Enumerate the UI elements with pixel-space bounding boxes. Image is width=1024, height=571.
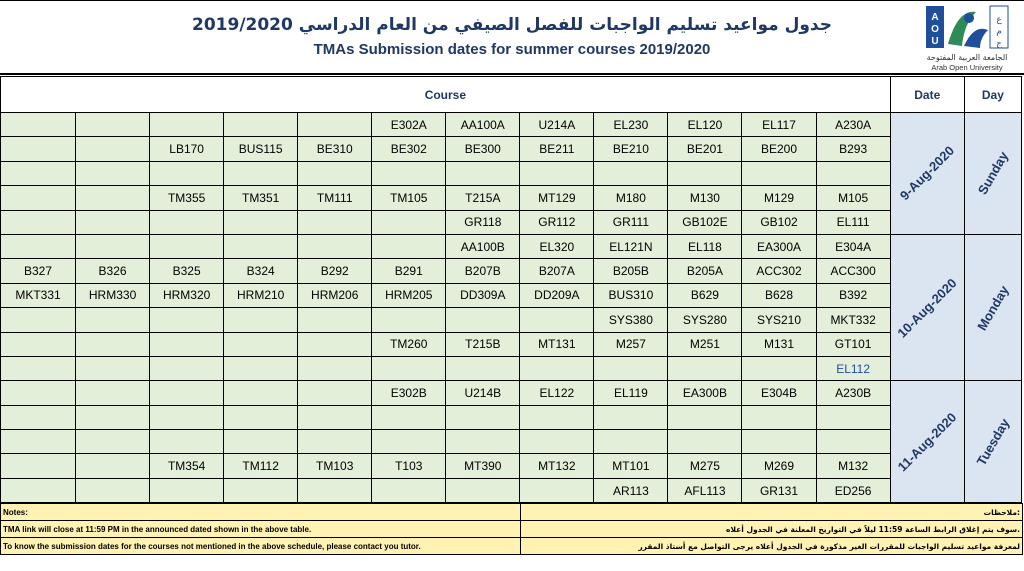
- course-cell: [1, 161, 76, 185]
- course-cell: [372, 478, 446, 502]
- course-cell: B207A: [520, 259, 594, 283]
- course-cell: [76, 308, 150, 332]
- table-row: [1, 478, 1022, 502]
- course-cell: [76, 405, 150, 429]
- course-cell: E304B: [742, 381, 816, 405]
- course-cell: [594, 405, 668, 429]
- course-cell: [150, 356, 224, 380]
- course-cell: HRM206: [298, 283, 372, 307]
- course-cell: BE300: [446, 137, 520, 161]
- course-cell: B207B: [446, 259, 520, 283]
- date-label: 9-Aug-2020: [897, 143, 958, 204]
- course-cell: [298, 210, 372, 234]
- title-english: TMAs Submission dates for summer courses 2019/2020: [313, 41, 711, 58]
- course-cell: [742, 161, 816, 185]
- course-cell: GR111: [594, 210, 668, 234]
- course-cell: M257: [594, 332, 668, 356]
- notes-label-ar: ملاحظات:: [521, 504, 1023, 521]
- course-cell: ACC300: [816, 259, 890, 283]
- course-cell: [298, 161, 372, 185]
- course-cell: T215A: [446, 186, 520, 210]
- svg-text:الجامعة العربية المفتوحة: الجامعة العربية المفتوحة: [926, 53, 1008, 62]
- course-cell: [224, 234, 298, 258]
- svg-text:U: U: [931, 36, 939, 47]
- notes-label-en: Notes:: [1, 504, 521, 521]
- course-cell: [1, 137, 76, 161]
- course-cell: [520, 430, 594, 454]
- course-cell: GB102: [742, 210, 816, 234]
- course-cell: TM260: [372, 332, 446, 356]
- course-cell: HRM210: [224, 283, 298, 307]
- course-cell: [1, 405, 76, 429]
- course-cell: BE200: [742, 137, 816, 161]
- day-cell: [964, 113, 1021, 235]
- course-cell: [372, 430, 446, 454]
- course-cell: [446, 430, 520, 454]
- course-cell: [520, 478, 594, 502]
- course-cell: A230A: [816, 113, 890, 137]
- date-label: 10-Aug-2020: [894, 274, 960, 341]
- table-row: [1, 113, 1022, 137]
- table-row: [1, 259, 1022, 283]
- course-cell: SYS380: [594, 308, 668, 332]
- page-header: [0, 0, 1024, 75]
- course-cell: EL121N: [594, 234, 668, 258]
- day-cell: [964, 234, 1021, 380]
- course-cell: U214B: [446, 381, 520, 405]
- course-cell: T103: [372, 454, 446, 478]
- course-cell: [298, 381, 372, 405]
- course-cell: M131: [742, 332, 816, 356]
- course-cell: [76, 478, 150, 502]
- course-cell: TM103: [298, 454, 372, 478]
- course-cell: DD309A: [446, 283, 520, 307]
- course-cell: [224, 405, 298, 429]
- course-cell: EL117: [742, 113, 816, 137]
- course-cell: [298, 308, 372, 332]
- course-cell: [76, 454, 150, 478]
- course-cell: [594, 161, 668, 185]
- course-cell: [816, 430, 890, 454]
- course-cell: [1, 356, 76, 380]
- course-cell: [76, 210, 150, 234]
- course-cell: TM355: [150, 186, 224, 210]
- course-cell: [742, 430, 816, 454]
- svg-text:O: O: [931, 24, 939, 35]
- date-cell: [890, 234, 964, 380]
- course-cell: [76, 381, 150, 405]
- course-cell: MT129: [520, 186, 594, 210]
- course-cell: [1, 430, 76, 454]
- course-cell: BE211: [520, 137, 594, 161]
- course-cell: EL122: [520, 381, 594, 405]
- course-cell: [150, 430, 224, 454]
- course-cell: M130: [668, 186, 742, 210]
- course-cell: [446, 356, 520, 380]
- course-cell: HRM330: [76, 283, 150, 307]
- course-cell: [1, 478, 76, 502]
- svg-text:م: م: [996, 27, 1002, 37]
- schedule-table: [0, 76, 1022, 503]
- course-cell: E304A: [816, 234, 890, 258]
- course-cell: [76, 186, 150, 210]
- date-cell: [890, 113, 964, 235]
- course-cell: AFL113: [668, 478, 742, 502]
- course-cell: AR113: [594, 478, 668, 502]
- course-cell: [224, 308, 298, 332]
- course-cell: B291: [372, 259, 446, 283]
- course-cell: [224, 478, 298, 502]
- course-cell: [594, 356, 668, 380]
- course-cell: [446, 478, 520, 502]
- course-cell: EL119: [594, 381, 668, 405]
- course-cell: B326: [76, 259, 150, 283]
- course-cell: M129: [742, 186, 816, 210]
- course-cell: TM105: [372, 186, 446, 210]
- course-cell: [742, 356, 816, 380]
- course-cell: [446, 161, 520, 185]
- course-cell: [1, 332, 76, 356]
- table-row: [1, 332, 1022, 356]
- course-cell: [742, 405, 816, 429]
- course-cell: [446, 308, 520, 332]
- course-cell: TM351: [224, 186, 298, 210]
- course-cell: [1, 381, 76, 405]
- day-cell: [964, 381, 1021, 503]
- course-cell: [520, 356, 594, 380]
- table-row: [1, 308, 1022, 332]
- course-cell: [150, 478, 224, 502]
- course-cell: [298, 113, 372, 137]
- course-cell: [150, 210, 224, 234]
- course-cell: [1, 210, 76, 234]
- note-line2-en: To know the submission dates for the courses not mentioned in the above schedule, please contact you tutor.: [1, 538, 521, 555]
- course-cell: [224, 210, 298, 234]
- course-cell: [1, 308, 76, 332]
- course-cell: [668, 405, 742, 429]
- course-cell: EL230: [594, 113, 668, 137]
- course-cell: [668, 430, 742, 454]
- course-cell: M269: [742, 454, 816, 478]
- course-cell: B327: [1, 259, 76, 283]
- course-cell: BE310: [298, 137, 372, 161]
- course-cell: [150, 332, 224, 356]
- course-cell: BUS310: [594, 283, 668, 307]
- course-cell: M180: [594, 186, 668, 210]
- course-cell: E302A: [372, 113, 446, 137]
- course-cell: MT132: [520, 454, 594, 478]
- note-line1-ar: سوف يتم إغلاق الرابط الساعة 11:59 ليلاً في التواريخ المعلنة في الجدول أعلاه.: [521, 521, 1023, 538]
- course-cell: [76, 234, 150, 258]
- course-cell: B205B: [594, 259, 668, 283]
- course-cell: A230B: [816, 381, 890, 405]
- course-cell: EA300B: [668, 381, 742, 405]
- course-cell: [224, 113, 298, 137]
- course-cell: [224, 356, 298, 380]
- course-cell: [446, 405, 520, 429]
- course-cell: [224, 332, 298, 356]
- course-cell: [520, 161, 594, 185]
- course-cell: [372, 405, 446, 429]
- svg-text:ع: ع: [996, 15, 1002, 25]
- course-cell: [150, 308, 224, 332]
- course-cell: U214A: [520, 113, 594, 137]
- course-cell: [372, 308, 446, 332]
- course-cell: MT390: [446, 454, 520, 478]
- course-cell: B293: [816, 137, 890, 161]
- course-header: Course: [1, 77, 891, 113]
- course-cell: [668, 356, 742, 380]
- course-cell: [372, 161, 446, 185]
- table-row: [1, 430, 1022, 454]
- course-cell: AA100B: [446, 234, 520, 258]
- course-cell: [1, 186, 76, 210]
- course-cell: MT131: [520, 332, 594, 356]
- course-cell: [298, 234, 372, 258]
- course-cell: HRM205: [372, 283, 446, 307]
- table-row: [1, 186, 1022, 210]
- course-cell: [76, 113, 150, 137]
- course-cell: M275: [668, 454, 742, 478]
- course-cell: [1, 234, 76, 258]
- course-cell: TM112: [224, 454, 298, 478]
- course-cell: BE210: [594, 137, 668, 161]
- course-cell: B325: [150, 259, 224, 283]
- svg-text:Arab Open University: Arab Open University: [931, 63, 1003, 72]
- course-cell: [76, 430, 150, 454]
- course-cell: MKT331: [1, 283, 76, 307]
- day-header: Day: [964, 77, 1021, 113]
- course-cell: BUS115: [224, 137, 298, 161]
- course-cell: [76, 137, 150, 161]
- course-cell: GR112: [520, 210, 594, 234]
- notes-table: [0, 503, 1023, 555]
- note-line2-ar: لمعرفة مواعيد تسليم الواجبات للمقررات الغير مذكورة في الجدول أعلاه يرجى التواصل مع أستاذ المقرر: [521, 538, 1023, 555]
- university-logo: [914, 4, 1020, 72]
- course-cell: AA100A: [446, 113, 520, 137]
- course-cell: GR131: [742, 478, 816, 502]
- day-label: Monday: [974, 282, 1012, 333]
- course-cell: LB170: [150, 137, 224, 161]
- course-cell: [150, 234, 224, 258]
- course-cell: [298, 405, 372, 429]
- course-cell: TM111: [298, 186, 372, 210]
- course-cell: [76, 356, 150, 380]
- course-cell: TM354: [150, 454, 224, 478]
- course-cell: [298, 478, 372, 502]
- course-cell: [1, 454, 76, 478]
- course-cell: B629: [668, 283, 742, 307]
- table-row: [1, 454, 1022, 478]
- course-cell: B392: [816, 283, 890, 307]
- course-cell: [150, 161, 224, 185]
- course-cell: BE302: [372, 137, 446, 161]
- table-row: [1, 381, 1022, 405]
- course-cell: GT101: [816, 332, 890, 356]
- course-cell: [520, 405, 594, 429]
- course-cell: EL118: [668, 234, 742, 258]
- svg-text:A: A: [931, 12, 939, 23]
- course-cell: SYS280: [668, 308, 742, 332]
- course-cell: [372, 210, 446, 234]
- course-cell: B292: [298, 259, 372, 283]
- course-cell: M251: [668, 332, 742, 356]
- date-label: 11-Aug-2020: [894, 409, 960, 475]
- course-cell: B205A: [668, 259, 742, 283]
- course-cell: GB102E: [668, 210, 742, 234]
- course-cell: EA300A: [742, 234, 816, 258]
- course-cell: EL320: [520, 234, 594, 258]
- course-cell: [224, 161, 298, 185]
- course-cell: [224, 381, 298, 405]
- course-cell: [372, 234, 446, 258]
- title-arabic: جدول مواعيد تسليم الواجبات للفصل الصيفي من العام الدراسي 2019/2020: [192, 15, 832, 35]
- course-cell: [520, 308, 594, 332]
- day-label: Sunday: [974, 149, 1012, 198]
- course-cell: [150, 405, 224, 429]
- table-row: [1, 137, 1022, 161]
- course-cell: B628: [742, 283, 816, 307]
- course-cell: [816, 161, 890, 185]
- course-cell: MKT332: [816, 308, 890, 332]
- date-cell: [890, 381, 964, 503]
- course-cell: EL120: [668, 113, 742, 137]
- course-cell: [1, 113, 76, 137]
- table-row: [1, 283, 1022, 307]
- table-row: [1, 161, 1022, 185]
- course-cell: B324: [224, 259, 298, 283]
- course-cell: ACC302: [742, 259, 816, 283]
- course-cell: [150, 113, 224, 137]
- course-cell: E302B: [372, 381, 446, 405]
- course-cell: [668, 161, 742, 185]
- course-cell: [816, 405, 890, 429]
- course-cell: ED256: [816, 478, 890, 502]
- svg-text:ج: ج: [996, 39, 1002, 49]
- course-cell: [372, 356, 446, 380]
- course-cell: SYS210: [742, 308, 816, 332]
- table-row: [1, 405, 1022, 429]
- date-header: Date: [890, 77, 964, 113]
- day-label: Tuesday: [973, 415, 1013, 468]
- course-cell: T215B: [446, 332, 520, 356]
- course-cell: [224, 430, 298, 454]
- course-cell: [150, 381, 224, 405]
- course-cell: GR118: [446, 210, 520, 234]
- course-cell: MT101: [594, 454, 668, 478]
- course-cell: [298, 430, 372, 454]
- course-cell: EL111: [816, 210, 890, 234]
- course-cell: HRM320: [150, 283, 224, 307]
- table-row: [1, 210, 1022, 234]
- course-cell: [594, 430, 668, 454]
- table-header-row: [1, 77, 1022, 113]
- course-cell: EL112: [816, 356, 890, 380]
- note-line1-en: TMA link will close at 11:59 PM in the announced dated shown in the above table.: [1, 521, 521, 538]
- course-cell: [298, 332, 372, 356]
- table-row: [1, 234, 1022, 258]
- course-cell: M132: [816, 454, 890, 478]
- course-cell: M105: [816, 186, 890, 210]
- course-cell: BE201: [668, 137, 742, 161]
- course-cell: [76, 161, 150, 185]
- course-cell: DD209A: [520, 283, 594, 307]
- course-cell: [76, 332, 150, 356]
- course-cell: [298, 356, 372, 380]
- table-row: [1, 356, 1022, 380]
